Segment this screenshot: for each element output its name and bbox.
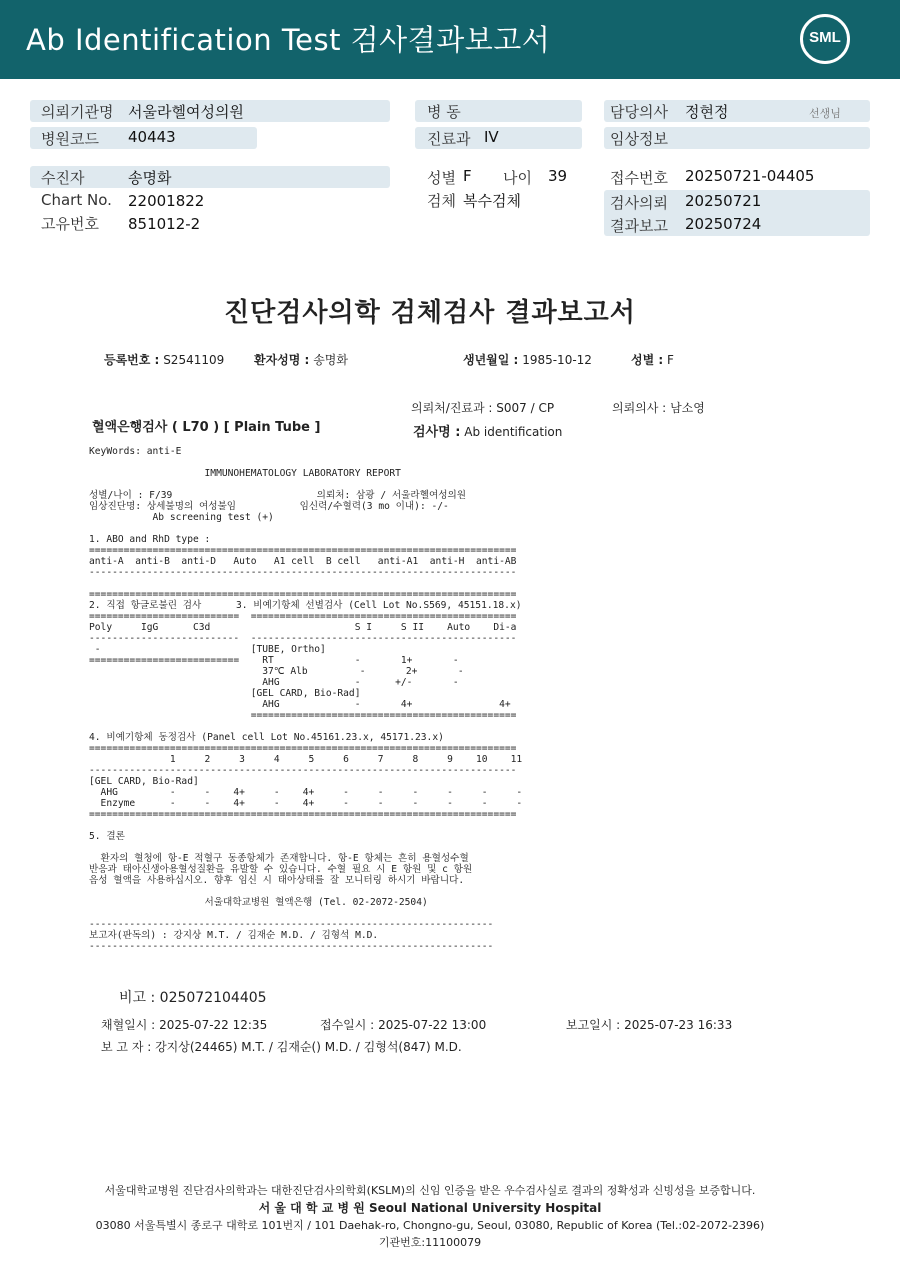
report-line: ---------------------------------------------------------------------- xyxy=(89,919,494,930)
receipt-time-label: 접수일시 : xyxy=(320,1018,375,1032)
chart-label: Chart No. xyxy=(41,191,112,209)
report-line: 보고자(판독의) : 강지상 M.T. / 김재순 M.D. / 김형석 M.D. xyxy=(89,930,379,941)
receipt-time-row xyxy=(320,1016,486,1033)
report-line: ============================================== xyxy=(89,710,517,721)
exam-name-row xyxy=(413,421,562,440)
dob-label: 생년월일 : xyxy=(463,353,519,367)
report-header xyxy=(0,0,900,79)
dept-value: IV xyxy=(484,128,499,146)
reporter-row xyxy=(101,1038,462,1055)
specimen-value: 복수검체 xyxy=(463,192,521,210)
report-time-label: 보고일시 : xyxy=(566,1018,621,1032)
exam-name-label: 검사명 : xyxy=(413,425,461,440)
report-line: ========================================================================== xyxy=(89,809,517,820)
hospital-code-value: 40443 xyxy=(128,128,176,146)
name-row xyxy=(254,351,348,368)
name-value: 송명화 xyxy=(313,353,348,367)
exam-title: 혈액은행검사 ( L70 ) [ Plain Tube ] xyxy=(92,420,321,435)
report-line: 임상진단명: 상세불명의 여성불임 임신력/수혈력(3 mo 이내): -/- xyxy=(89,501,449,512)
report-time-row xyxy=(566,1016,732,1033)
report-line xyxy=(89,842,522,853)
report-line: AHG - 4+ 4+ xyxy=(89,699,511,710)
document-title: 진단검사의학 검체검사 결과보고서 xyxy=(224,298,636,328)
remark-value: 025072104405 xyxy=(159,990,267,1006)
report-line xyxy=(89,457,522,468)
report-line: Enzyme - - 4+ - 4+ - - - - - - xyxy=(89,798,523,809)
report-line: KeyWords: anti-E xyxy=(89,446,182,457)
report-line: -------------------------------------------------------------------------- xyxy=(89,765,517,776)
report-line xyxy=(89,523,522,534)
lab-report-text xyxy=(89,446,522,952)
report-line: 성별/나이 : F/39 의뢰처: 삼광 / 서울라헬여성의원 xyxy=(89,490,467,501)
collect-row xyxy=(101,1016,267,1033)
report-value: 20250724 xyxy=(685,215,762,233)
dob-value: 1985-10-12 xyxy=(522,353,592,367)
report-line: 1 2 3 4 5 6 7 8 9 10 11 xyxy=(89,754,523,765)
institution-label: 의뢰기관명 xyxy=(41,103,114,121)
report-line xyxy=(89,479,522,490)
footer-hospital-name: 서 울 대 학 교 병 원 Seoul National University Hospital xyxy=(258,1201,602,1215)
report-line: ========================== ============================================== xyxy=(89,611,517,622)
report-line: AHG - - 4+ - 4+ - - - - - - xyxy=(89,787,523,798)
doc-dept-label: 의뢰처/진료과 : xyxy=(411,401,493,415)
age-value: 39 xyxy=(548,167,568,185)
name-label: 환자성명 : xyxy=(254,353,310,367)
header-title: Ab Identification Test 검사결과보고서 xyxy=(26,23,551,57)
report-line: ---------------------------------------------------------------------- xyxy=(89,941,494,952)
reg-value: S2541109 xyxy=(163,353,225,367)
footer-certification: 서울대학교병원 진단검사의학과는 대한진단검사의학회(KSLM)의 신임 인증을 받은 우수검사실로 결과의 정확성과 신빙성을 보증합니다. xyxy=(104,1184,756,1197)
collect-label: 채혈일시 : xyxy=(101,1018,156,1032)
report-line xyxy=(89,908,522,919)
request-value: 20250721 xyxy=(685,192,762,210)
uid-label: 고유번호 xyxy=(41,215,99,233)
report-line: - [TUBE, Ortho] xyxy=(89,644,326,655)
report-line xyxy=(89,820,522,831)
doc-doctor-value: 남소영 xyxy=(670,401,705,415)
chart-value: 22001822 xyxy=(128,192,205,210)
sex-value: F xyxy=(463,167,472,185)
report-line xyxy=(89,886,522,897)
report-line: ========================== RT - 1+ - xyxy=(89,655,459,666)
footer-address: 03080 서울특별시 종로구 대학로 101번지 / 101 Daehak-ro, Chongno-gu, Seoul, 03080, Republic of Korea (Tel.:02-2072-2396) xyxy=(95,1219,765,1232)
doctor-value: 정현정 xyxy=(685,103,729,121)
request-label: 검사의뢰 xyxy=(610,194,668,212)
report-line: anti-A anti-B anti-D Auto A1 cell B cell anti-A1 anti-H anti-AB xyxy=(89,556,517,567)
patient-summary-row xyxy=(104,351,224,368)
report-line: 음성 혈액을 사용하십시오. 향후 임신 시 태아상태를 잘 모니터링 하시기 바랍니다. xyxy=(89,875,465,886)
report-line: [GEL CARD, Bio-Rad] xyxy=(89,688,361,699)
sml-logo xyxy=(800,14,850,64)
report-line: -------------------------- ---------------------------------------------- xyxy=(89,633,517,644)
report-line: 5. 결론 xyxy=(89,831,125,842)
remark-row xyxy=(119,987,267,1007)
ward-label: 병 동 xyxy=(427,103,461,121)
doc-sex-row xyxy=(631,351,674,368)
doctor-suffix: 선생님 xyxy=(809,107,841,120)
report-line xyxy=(89,721,522,732)
report-time-value: 2025-07-23 16:33 xyxy=(624,1018,733,1032)
receipt-value: 20250721-04405 xyxy=(685,167,815,185)
report-line: 4. 비예기항체 동정검사 (Panel cell Lot No.45161.23.x, 45171.23.x) xyxy=(89,732,444,743)
doc-doctor-label: 의뢰의사 : xyxy=(612,401,667,415)
report-line xyxy=(89,578,522,589)
reg-label: 등록번호 : xyxy=(104,353,160,367)
doc-sex-value: F xyxy=(667,353,674,367)
report-line: 2. 직접 항글로불린 검사 3. 비예기항체 선별검사 (Cell Lot No.S569, 45151.18.x) xyxy=(89,600,522,611)
footer-institution-number: 기관번호:11100079 xyxy=(378,1236,482,1249)
dept-row xyxy=(411,399,554,416)
sex-label: 성별 xyxy=(427,169,456,187)
remark-label: 비고 : xyxy=(119,990,156,1006)
clinical-label: 임상정보 xyxy=(610,130,668,148)
specimen-label: 검체 xyxy=(427,192,456,210)
doc-dept-value: S007 / CP xyxy=(496,401,555,415)
collect-value: 2025-07-22 12:35 xyxy=(159,1018,268,1032)
report-line: -------------------------------------------------------------------------- xyxy=(89,567,517,578)
age-label: 나이 xyxy=(503,169,532,187)
report-line: AHG - +/- - xyxy=(89,677,459,688)
receipt-time-value: 2025-07-22 13:00 xyxy=(378,1018,487,1032)
report-line: ========================================================================== xyxy=(89,545,517,556)
report-line: Poly IgG C3d S I S II Auto Di-a xyxy=(89,622,517,633)
report-line: [GEL CARD, Bio-Rad] xyxy=(89,776,199,787)
logo-text: SML xyxy=(809,29,841,46)
report-label: 결과보고 xyxy=(610,217,668,235)
patient-value: 송명화 xyxy=(128,169,172,187)
institution-value: 서울라헬여성의원 xyxy=(128,103,244,121)
patient-label: 수진자 xyxy=(41,169,85,187)
report-line: 서울대학교병원 혈액은행 (Tel. 02-2072-2504) xyxy=(89,897,428,908)
doc-doctor-row xyxy=(612,399,705,416)
receipt-label: 접수번호 xyxy=(610,169,668,187)
hospital-code-label: 병원코드 xyxy=(41,130,99,148)
doctor-label: 담당의사 xyxy=(610,103,668,121)
report-line: ========================================================================== xyxy=(89,743,517,754)
dept-label: 진료과 xyxy=(427,130,471,148)
exam-name-value: Ab identification xyxy=(464,425,563,439)
dob-row xyxy=(463,351,592,368)
report-line: 반응과 태아신생아용혈성질환을 유발할 수 있습니다. 수혈 필요 시 E 항원 및 c 항원 xyxy=(89,864,473,875)
reporter-value: 강지상(24465) M.T. / 김재순() M.D. / 김형석(847) M.D. xyxy=(155,1040,462,1054)
doc-sex-label: 성별 : xyxy=(631,353,664,367)
report-line: ========================================================================== xyxy=(89,589,517,600)
reporter-label: 보 고 자 : xyxy=(101,1040,152,1054)
report-line: 37℃ Alb - 2+ - xyxy=(89,666,464,677)
report-line: 1. ABO and RhD type : xyxy=(89,534,211,545)
report-line: IMMUNOHEMATOLOGY LABORATORY REPORT xyxy=(89,468,401,479)
report-line: Ab screening test (+) xyxy=(89,512,274,523)
report-line: 환자의 혈청에 항-E 적혈구 동종항체가 존재합니다. 항-E 항체는 흔히 용혈성수혈 xyxy=(89,853,469,864)
uid-value: 851012-2 xyxy=(128,215,201,233)
